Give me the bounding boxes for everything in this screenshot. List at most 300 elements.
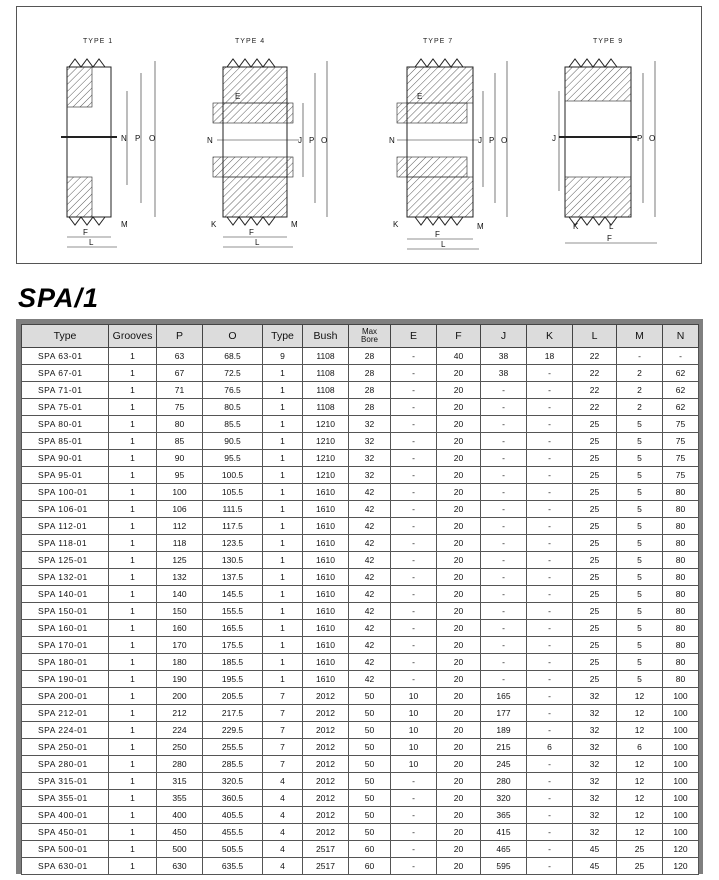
- cell-bush: 1610: [303, 603, 349, 620]
- cell-l: 32: [573, 688, 617, 705]
- cell-l: 25: [573, 518, 617, 535]
- cell-bush: 1610: [303, 501, 349, 518]
- type-4-dim-l: L: [255, 238, 260, 247]
- cell-n: 80: [663, 620, 699, 637]
- cell-k: -: [527, 620, 573, 637]
- cell-l: 25: [573, 620, 617, 637]
- cell-grooves: 1: [109, 841, 157, 858]
- diagram-type-7: [389, 38, 507, 249]
- cell-bush: 2012: [303, 688, 349, 705]
- cell-grooves: 1: [109, 450, 157, 467]
- table-row: [22, 416, 699, 433]
- cell-type-no: 1: [263, 399, 303, 416]
- cell-k: 18: [527, 348, 573, 365]
- cell-m: 5: [617, 586, 663, 603]
- cell-p: 80: [157, 416, 203, 433]
- cell-p: 224: [157, 722, 203, 739]
- cell-type: SPA 63-01: [22, 348, 109, 365]
- cell-e: -: [391, 603, 437, 620]
- cell-o: 320.5: [203, 773, 263, 790]
- cell-type: SPA 200-01: [22, 688, 109, 705]
- cell-p: 250: [157, 739, 203, 756]
- cell-e: -: [391, 824, 437, 841]
- table-row: [22, 807, 699, 824]
- cell-bush: 2012: [303, 756, 349, 773]
- cell-p: 85: [157, 433, 203, 450]
- diagram-type-9: [552, 38, 657, 243]
- table-row: [22, 841, 699, 858]
- type-9-dim-p: P: [637, 134, 643, 143]
- cell-max-bore: 50: [349, 705, 391, 722]
- cell-o: 100.5: [203, 467, 263, 484]
- cell-max-bore: 42: [349, 518, 391, 535]
- table-row: [22, 552, 699, 569]
- cell-grooves: 1: [109, 365, 157, 382]
- table-row: [22, 518, 699, 535]
- cell-m: 2: [617, 365, 663, 382]
- cell-grooves: 1: [109, 756, 157, 773]
- cell-k: -: [527, 790, 573, 807]
- header-type: Type: [22, 325, 109, 348]
- cell-j: -: [481, 416, 527, 433]
- cell-grooves: 1: [109, 654, 157, 671]
- cell-bush: 1610: [303, 569, 349, 586]
- cell-type: SPA 71-01: [22, 382, 109, 399]
- cell-max-bore: 42: [349, 501, 391, 518]
- cell-type-no: 1: [263, 382, 303, 399]
- cell-l: 25: [573, 586, 617, 603]
- cell-l: 32: [573, 773, 617, 790]
- cell-j: 415: [481, 824, 527, 841]
- cell-type-no: 1: [263, 416, 303, 433]
- cell-j: -: [481, 671, 527, 688]
- cell-type: SPA 118-01: [22, 535, 109, 552]
- cell-o: 165.5: [203, 620, 263, 637]
- cell-p: 500: [157, 841, 203, 858]
- table-row: [22, 535, 699, 552]
- table-row: [22, 586, 699, 603]
- cell-l: 25: [573, 637, 617, 654]
- cell-k: -: [527, 705, 573, 722]
- cell-j: -: [481, 433, 527, 450]
- header-max-bore-line-2: Bore: [361, 335, 378, 344]
- cell-f: 40: [437, 348, 481, 365]
- cell-grooves: 1: [109, 739, 157, 756]
- cell-n: -: [663, 348, 699, 365]
- cell-f: 20: [437, 637, 481, 654]
- cell-f: 20: [437, 535, 481, 552]
- cell-m: 25: [617, 858, 663, 875]
- cell-f: 20: [437, 518, 481, 535]
- cell-l: 32: [573, 807, 617, 824]
- cell-grooves: 1: [109, 569, 157, 586]
- cell-j: 165: [481, 688, 527, 705]
- table-row: [22, 382, 699, 399]
- cell-type-no: 4: [263, 790, 303, 807]
- cell-type-no: 1: [263, 603, 303, 620]
- cell-type-no: 7: [263, 722, 303, 739]
- cell-k: -: [527, 365, 573, 382]
- cell-m: 5: [617, 671, 663, 688]
- cell-grooves: 1: [109, 620, 157, 637]
- cell-grooves: 1: [109, 382, 157, 399]
- type-4-dim-j: J: [298, 136, 302, 145]
- cell-l: 32: [573, 790, 617, 807]
- cell-p: 630: [157, 858, 203, 875]
- table-row: [22, 790, 699, 807]
- cell-type: SPA 400-01: [22, 807, 109, 824]
- cell-j: 38: [481, 348, 527, 365]
- table-row: [22, 688, 699, 705]
- cell-e: -: [391, 807, 437, 824]
- cell-max-bore: 42: [349, 637, 391, 654]
- cell-e: -: [391, 348, 437, 365]
- cell-f: 20: [437, 586, 481, 603]
- cell-m: 12: [617, 790, 663, 807]
- type-1-dim-o: O: [149, 134, 156, 143]
- cell-f: 20: [437, 620, 481, 637]
- cell-max-bore: 28: [349, 348, 391, 365]
- type-7-dim-e: E: [417, 92, 423, 101]
- cell-o: 217.5: [203, 705, 263, 722]
- type-1-label: TYPE 1: [83, 38, 114, 45]
- cell-o: 195.5: [203, 671, 263, 688]
- cell-e: -: [391, 433, 437, 450]
- table-row: [22, 433, 699, 450]
- cell-type: SPA 75-01: [22, 399, 109, 416]
- pulley-diagrams-panel: [16, 6, 702, 264]
- cell-j: 215: [481, 739, 527, 756]
- cell-o: 76.5: [203, 382, 263, 399]
- cell-j: -: [481, 382, 527, 399]
- cell-type: SPA 100-01: [22, 484, 109, 501]
- cell-e: -: [391, 858, 437, 875]
- cell-f: 20: [437, 450, 481, 467]
- cell-e: -: [391, 552, 437, 569]
- cell-e: -: [391, 484, 437, 501]
- cell-k: -: [527, 501, 573, 518]
- type-7-label: TYPE 7: [423, 38, 454, 45]
- cell-type-no: 1: [263, 501, 303, 518]
- type-4-dim-n: N: [207, 136, 213, 145]
- cell-f: 20: [437, 688, 481, 705]
- cell-grooves: 1: [109, 722, 157, 739]
- cell-max-bore: 42: [349, 654, 391, 671]
- cell-e: 10: [391, 722, 437, 739]
- cell-e: -: [391, 671, 437, 688]
- cell-type-no: 1: [263, 552, 303, 569]
- cell-grooves: 1: [109, 484, 157, 501]
- cell-k: -: [527, 382, 573, 399]
- cell-grooves: 1: [109, 433, 157, 450]
- cell-type: SPA 95-01: [22, 467, 109, 484]
- cell-e: -: [391, 790, 437, 807]
- cell-type: SPA 106-01: [22, 501, 109, 518]
- cell-type-no: 1: [263, 637, 303, 654]
- cell-k: -: [527, 467, 573, 484]
- cell-j: 465: [481, 841, 527, 858]
- header-e: E: [391, 325, 437, 348]
- cell-p: 180: [157, 654, 203, 671]
- cell-f: 20: [437, 756, 481, 773]
- cell-j: -: [481, 586, 527, 603]
- cell-k: -: [527, 841, 573, 858]
- cell-max-bore: 28: [349, 399, 391, 416]
- cell-type-no: 1: [263, 654, 303, 671]
- type-4-dim-o: O: [321, 136, 328, 145]
- cell-o: 455.5: [203, 824, 263, 841]
- cell-l: 25: [573, 671, 617, 688]
- cell-bush: 1610: [303, 535, 349, 552]
- cell-type: SPA 630-01: [22, 858, 109, 875]
- cell-m: 5: [617, 603, 663, 620]
- cell-bush: 1108: [303, 348, 349, 365]
- cell-m: 5: [617, 552, 663, 569]
- cell-f: 20: [437, 484, 481, 501]
- cell-e: -: [391, 518, 437, 535]
- cell-type: SPA 125-01: [22, 552, 109, 569]
- cell-type: SPA 280-01: [22, 756, 109, 773]
- cell-p: 132: [157, 569, 203, 586]
- header-l: L: [573, 325, 617, 348]
- cell-bush: 1108: [303, 399, 349, 416]
- cell-p: 95: [157, 467, 203, 484]
- cell-type-no: 1: [263, 535, 303, 552]
- cell-type-no: 4: [263, 841, 303, 858]
- header-o: O: [203, 325, 263, 348]
- cell-l: 32: [573, 705, 617, 722]
- cell-j: -: [481, 620, 527, 637]
- cell-n: 100: [663, 688, 699, 705]
- cell-n: 100: [663, 756, 699, 773]
- table-row: [22, 637, 699, 654]
- cell-bush: 2012: [303, 824, 349, 841]
- cell-type: SPA 85-01: [22, 433, 109, 450]
- type-7-dim-o: O: [501, 136, 508, 145]
- cell-o: 145.5: [203, 586, 263, 603]
- table-header-row: [22, 325, 699, 348]
- cell-m: 5: [617, 416, 663, 433]
- cell-k: -: [527, 773, 573, 790]
- cell-type: SPA 160-01: [22, 620, 109, 637]
- cell-grooves: 1: [109, 501, 157, 518]
- cell-m: 12: [617, 824, 663, 841]
- cell-p: 63: [157, 348, 203, 365]
- cell-m: 2: [617, 382, 663, 399]
- cell-max-bore: 42: [349, 569, 391, 586]
- cell-e: -: [391, 841, 437, 858]
- cell-l: 32: [573, 824, 617, 841]
- table-row: [22, 654, 699, 671]
- cell-m: 5: [617, 484, 663, 501]
- header-p: P: [157, 325, 203, 348]
- cell-n: 62: [663, 399, 699, 416]
- cell-m: 5: [617, 620, 663, 637]
- cell-type: SPA 150-01: [22, 603, 109, 620]
- type-7-dim-m: M: [477, 222, 484, 231]
- cell-k: -: [527, 399, 573, 416]
- cell-l: 25: [573, 552, 617, 569]
- cell-o: 123.5: [203, 535, 263, 552]
- type-1-dim-m: M: [121, 220, 128, 229]
- cell-j: -: [481, 484, 527, 501]
- cell-f: 20: [437, 416, 481, 433]
- cell-type-no: 1: [263, 569, 303, 586]
- table-row: [22, 824, 699, 841]
- cell-l: 25: [573, 416, 617, 433]
- cell-p: 71: [157, 382, 203, 399]
- cell-max-bore: 50: [349, 824, 391, 841]
- cell-grooves: 1: [109, 858, 157, 875]
- cell-f: 20: [437, 399, 481, 416]
- cell-e: -: [391, 399, 437, 416]
- cell-k: -: [527, 552, 573, 569]
- cell-max-bore: 50: [349, 790, 391, 807]
- cell-bush: 1610: [303, 620, 349, 637]
- cell-n: 100: [663, 773, 699, 790]
- cell-max-bore: 42: [349, 535, 391, 552]
- cell-bush: 1210: [303, 450, 349, 467]
- header-bush: Bush: [303, 325, 349, 348]
- table-row: [22, 450, 699, 467]
- cell-f: 20: [437, 807, 481, 824]
- cell-l: 25: [573, 654, 617, 671]
- cell-n: 62: [663, 382, 699, 399]
- cell-k: -: [527, 535, 573, 552]
- cell-grooves: 1: [109, 348, 157, 365]
- spec-table: [21, 324, 699, 875]
- type-9-dim-o: O: [649, 134, 656, 143]
- cell-e: -: [391, 586, 437, 603]
- cell-j: -: [481, 518, 527, 535]
- cell-max-bore: 28: [349, 365, 391, 382]
- cell-n: 120: [663, 858, 699, 875]
- table-row: [22, 365, 699, 382]
- cell-type-no: 4: [263, 773, 303, 790]
- cell-type-no: 1: [263, 450, 303, 467]
- cell-j: 177: [481, 705, 527, 722]
- cell-type-no: 4: [263, 858, 303, 875]
- cell-j: 365: [481, 807, 527, 824]
- type-1-dim-l: L: [89, 238, 94, 247]
- cell-n: 80: [663, 501, 699, 518]
- cell-o: 155.5: [203, 603, 263, 620]
- cell-l: 45: [573, 841, 617, 858]
- cell-grooves: 1: [109, 586, 157, 603]
- cell-o: 117.5: [203, 518, 263, 535]
- type-9-dim-k: K: [573, 222, 579, 231]
- cell-grooves: 1: [109, 688, 157, 705]
- cell-max-bore: 32: [349, 467, 391, 484]
- diagram-type-1: [61, 38, 155, 247]
- cell-j: -: [481, 535, 527, 552]
- cell-type-no: 1: [263, 467, 303, 484]
- type-7-dim-k: K: [393, 220, 399, 229]
- cell-f: 20: [437, 671, 481, 688]
- cell-m: 5: [617, 518, 663, 535]
- cell-n: 75: [663, 416, 699, 433]
- cell-m: 2: [617, 399, 663, 416]
- cell-n: 80: [663, 671, 699, 688]
- table-row: [22, 671, 699, 688]
- type-1-dim-p: P: [135, 134, 141, 143]
- header-m: M: [617, 325, 663, 348]
- cell-f: 20: [437, 722, 481, 739]
- table-row: [22, 399, 699, 416]
- cell-k: -: [527, 450, 573, 467]
- cell-type: SPA 450-01: [22, 824, 109, 841]
- cell-k: -: [527, 569, 573, 586]
- cell-bush: 1610: [303, 518, 349, 535]
- diagram-type-4: [207, 38, 327, 247]
- table-row: [22, 603, 699, 620]
- cell-f: 20: [437, 790, 481, 807]
- header-type-no: Type: [263, 325, 303, 348]
- table-row: [22, 756, 699, 773]
- cell-bush: 1610: [303, 586, 349, 603]
- header-grooves: Grooves: [109, 325, 157, 348]
- cell-k: 6: [527, 739, 573, 756]
- cell-l: 25: [573, 569, 617, 586]
- table-row: [22, 620, 699, 637]
- type-7-dim-n: N: [389, 136, 395, 145]
- cell-max-bore: 50: [349, 756, 391, 773]
- cell-type-no: 4: [263, 807, 303, 824]
- cell-type: SPA 80-01: [22, 416, 109, 433]
- cell-type-no: 7: [263, 739, 303, 756]
- cell-type-no: 1: [263, 518, 303, 535]
- cell-n: 62: [663, 365, 699, 382]
- cell-bush: 1210: [303, 433, 349, 450]
- cell-m: 12: [617, 722, 663, 739]
- cell-e: -: [391, 416, 437, 433]
- cell-grooves: 1: [109, 416, 157, 433]
- cell-m: 5: [617, 467, 663, 484]
- cell-max-bore: 60: [349, 841, 391, 858]
- cell-l: 22: [573, 382, 617, 399]
- cell-o: 229.5: [203, 722, 263, 739]
- cell-e: 10: [391, 688, 437, 705]
- cell-type: SPA 170-01: [22, 637, 109, 654]
- cell-n: 80: [663, 518, 699, 535]
- table-row: [22, 773, 699, 790]
- cell-e: -: [391, 535, 437, 552]
- type-4-dim-p: P: [309, 136, 315, 145]
- type-7-dim-p: P: [489, 136, 495, 145]
- cell-e: 10: [391, 739, 437, 756]
- cell-o: 405.5: [203, 807, 263, 824]
- cell-o: 285.5: [203, 756, 263, 773]
- cell-k: -: [527, 824, 573, 841]
- type-7-dim-l: L: [441, 240, 446, 249]
- cell-type: SPA 90-01: [22, 450, 109, 467]
- cell-bush: 1108: [303, 365, 349, 382]
- cell-type: SPA 140-01: [22, 586, 109, 603]
- cell-type: SPA 132-01: [22, 569, 109, 586]
- cell-f: 20: [437, 569, 481, 586]
- cell-n: 100: [663, 739, 699, 756]
- cell-m: 12: [617, 688, 663, 705]
- type-9-label: TYPE 9: [593, 38, 624, 45]
- cell-grooves: 1: [109, 535, 157, 552]
- cell-k: -: [527, 654, 573, 671]
- cell-bush: 2517: [303, 841, 349, 858]
- cell-e: -: [391, 620, 437, 637]
- cell-l: 25: [573, 501, 617, 518]
- cell-o: 185.5: [203, 654, 263, 671]
- cell-type-no: 9: [263, 348, 303, 365]
- cell-j: -: [481, 501, 527, 518]
